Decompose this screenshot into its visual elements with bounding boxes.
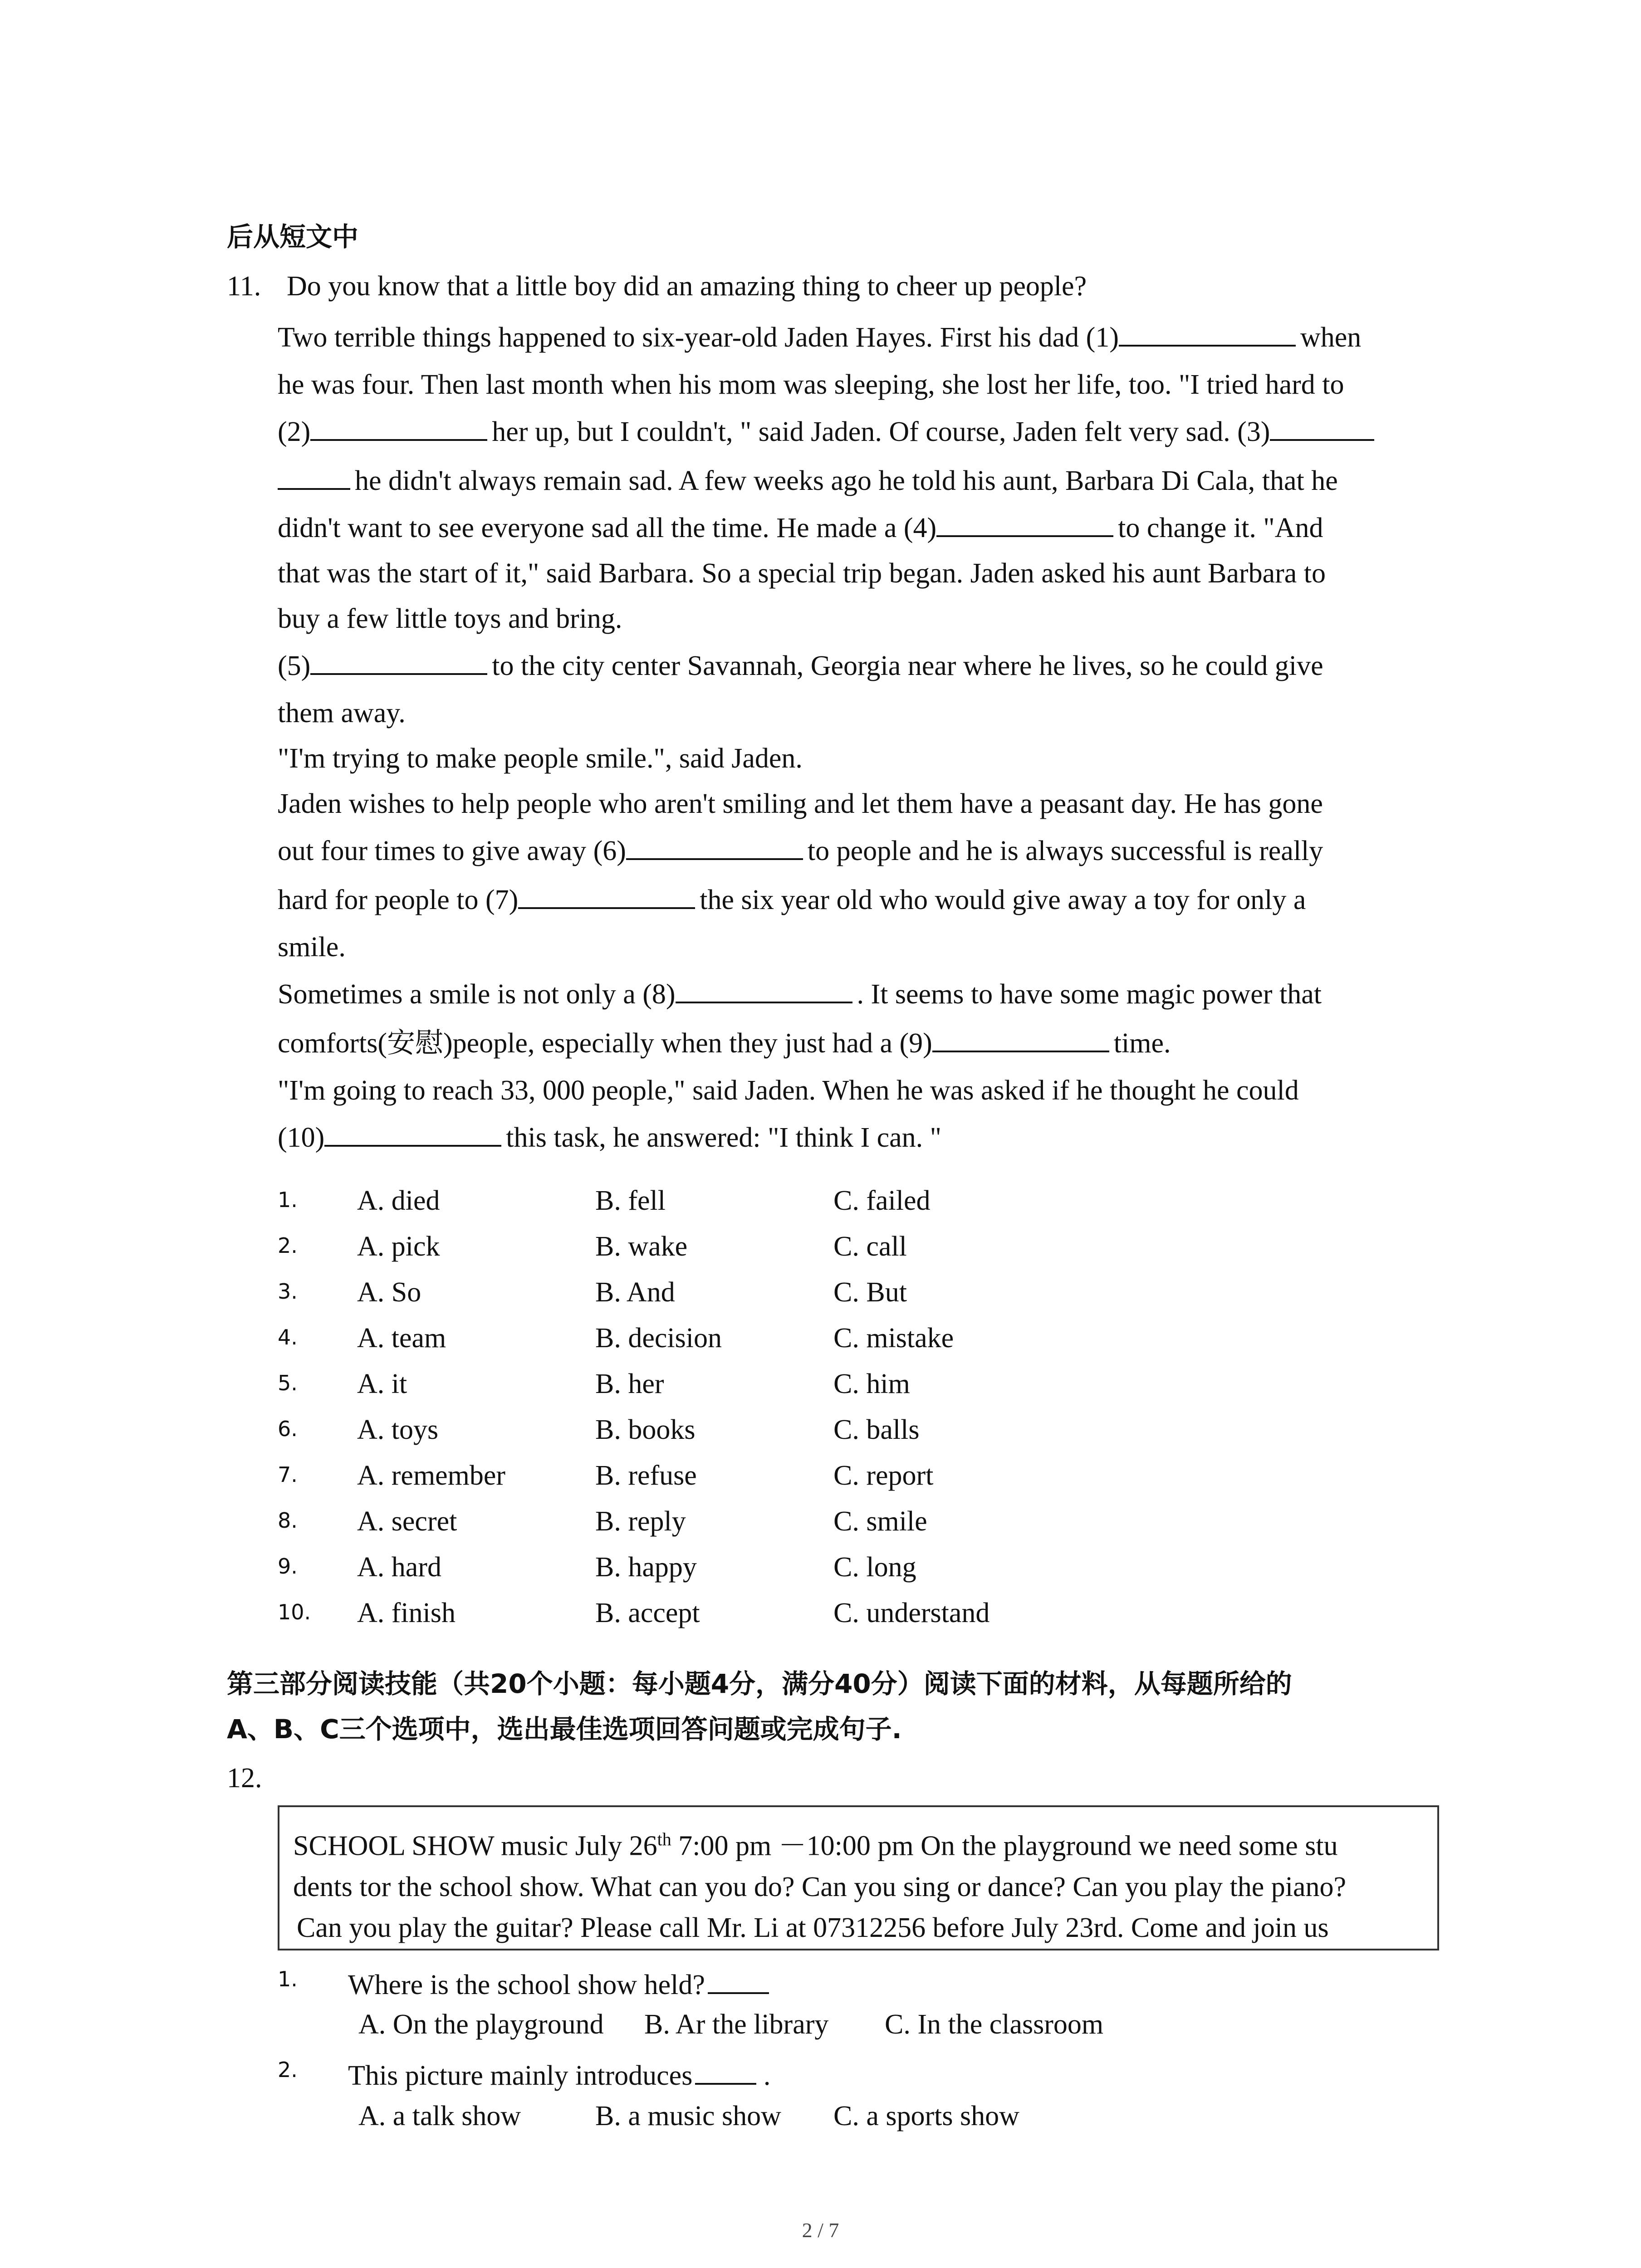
passage-line: smile. bbox=[278, 932, 346, 963]
notice-line-2: dents tor the school show. What can you do? Can you sing or dance? Can you play the piano? bbox=[293, 1871, 1347, 1902]
passage-line: that was the start of it," said Barbara. So a special trip began. Jaden asked his aunt Barbara to bbox=[278, 558, 1326, 589]
option-b[interactable]: B. a music show bbox=[595, 2101, 781, 2131]
section-3-instructions bbox=[227, 1661, 1452, 1752]
passage-line: (10) this task, he answered: "I think I can. " bbox=[278, 1113, 1457, 1162]
option-c[interactable]: C. understand bbox=[833, 1598, 990, 1628]
option-a[interactable]: A. So bbox=[357, 1277, 421, 1308]
option-c[interactable]: C. mistake bbox=[833, 1323, 954, 1354]
blank-4 bbox=[936, 507, 1113, 537]
option-b[interactable]: B. her bbox=[595, 1369, 664, 1399]
option-a[interactable]: A. died bbox=[357, 1185, 440, 1216]
option-c[interactable]: C. smile bbox=[833, 1506, 927, 1537]
option-c[interactable]: C. failed bbox=[833, 1185, 931, 1216]
passage-line: comforts(安慰)people, especially when they just had a (9) time. bbox=[278, 1019, 1457, 1068]
section-heading: 后从短文中 bbox=[227, 221, 359, 252]
option-a[interactable]: A. hard bbox=[357, 1552, 441, 1583]
option-b[interactable]: B. decision bbox=[595, 1323, 722, 1354]
passage-line: didn't want to see everyone sad all the time. He made a (4) to change it. "And bbox=[278, 505, 1457, 551]
option-a[interactable]: A. a talk show bbox=[358, 2101, 521, 2131]
option-c[interactable]: C. But bbox=[833, 1277, 907, 1308]
passage-line: he didn't always remain sad. A few weeks ago he told his aunt, Barbara Di Cala, that he bbox=[278, 456, 1457, 505]
option-b[interactable]: B. fell bbox=[595, 1185, 666, 1216]
blank-1 bbox=[1119, 317, 1296, 347]
passage-line: hard for people to (7) the six year old who would give away a toy for only a bbox=[278, 875, 1457, 924]
question-12-number: 12. bbox=[227, 1763, 262, 1794]
option-c[interactable]: C. him bbox=[833, 1369, 910, 1399]
exam-page: 后从短文中 11. Do you know that a little boy did an amazing thing to cheer up people? Two terrible things happened to six-year-old Jaden Hayes. First his dad (1) when he was four. Then last month when his mom was sleeping, she lost her life, too. "I tried hard to (2) her up, but I couldn't, " said Jaden. Of course, Jaden felt very sad. (3) he didn't always remain sad. A few weeks ago he told his aunt, Barbara Di Cala, that he didn't want to see everyone sad all the time. He made a (4) to change it. "And that was the start of it," said Barbara. So a special trip began. Jaden asked his aunt Barbara to buy a few little toys and bring. (5) to the city center Savannah, Georgia near where he lives, so he could give them away. "I'm trying to make people smile.", said Jaden. Jaden wishes to help people who aren't smiling and let them have a peasant day. He has gone out four times to give away (6) to people and he is always successful is really hard for people to (7) the six year old who would give away a toy for only a smile. Sometimes a smile is not only a (8) . It seems to have some magic power that comforts(安慰)people, especially when they just had a (9) time. "I'm going to reach 33, 000 people," said Jaden. When he was asked if he thought he could (10) this task, he answered: "I think I can. " 1. A. died B. fell C. failed 2. A. pick B. wake C. call 3. A. So B. And C. But 4. A. team B. decision C. mistake 5. A. it B. her C. him 6. A. toys B. books C. balls 7. A. remember B. refuse C. report 8. A. secret B. reply C. smile 9. A. hard B. happy C. long 10. A. finish B. accept C. understand 第三部分阅读技能（共20个小题：每小题4分，满分40分）阅读下面的材料，从每题所给的 A、B、C三个选项中，选出最佳选项回答问题或完成句子. 12. SCHOOL SHOW music July 26th 7:00 pm －10:00 pm On the playground we need some stu dents tor the school show. What can you do? Can you sing or dance? Can you play the piano? Can you play the guitar? Please call Mr. Li at 07312256 before July 23rd. Come and join us 1. Where is the school show held? A. On the playground B. Ar the library C. In the classroom 2. This picture mainly introduces . A. a talk show B. a music show C. a sports show 2 / 7 bbox=[0, 0, 1641, 2268]
section-3-line-2: A、B、C三个选项中，选出最佳选项回答问题或完成句子. bbox=[227, 1714, 902, 1745]
blank-2 bbox=[310, 411, 487, 441]
option-c[interactable]: C. a sports show bbox=[833, 2101, 1019, 2131]
question-11-stem: Do you know that a little boy did an amazing thing to cheer up people? bbox=[287, 271, 1087, 302]
passage-line: them away. bbox=[278, 698, 406, 728]
option-b[interactable]: B. refuse bbox=[595, 1460, 697, 1491]
school-show-notice bbox=[278, 1805, 1439, 1950]
passage-line: (2) her up, but I couldn't, " said Jaden. Of course, Jaden felt very sad. (3) bbox=[278, 407, 1457, 456]
page-number: 2 / 7 bbox=[802, 2219, 839, 2242]
passage-line: "I'm trying to make people smile.", said Jaden. bbox=[278, 743, 803, 774]
option-b[interactable]: B. Ar the library bbox=[644, 2009, 829, 2040]
blank-5 bbox=[310, 645, 487, 675]
option-a[interactable]: A. it bbox=[357, 1369, 407, 1399]
option-c[interactable]: C. long bbox=[833, 1552, 916, 1583]
answer-blank bbox=[695, 2055, 756, 2085]
blank-10 bbox=[324, 1117, 501, 1147]
option-a[interactable]: A. finish bbox=[357, 1598, 456, 1628]
option-b[interactable]: B. books bbox=[595, 1414, 696, 1445]
option-b[interactable]: B. wake bbox=[595, 1231, 688, 1262]
passage-line: he was four. Then last month when his mom was sleeping, she lost her life, too. "I tried hard to bbox=[278, 369, 1344, 400]
option-b[interactable]: B. reply bbox=[595, 1506, 686, 1537]
option-a[interactable]: A. team bbox=[357, 1323, 446, 1354]
option-b[interactable]: B. happy bbox=[595, 1552, 697, 1583]
option-c[interactable]: C. call bbox=[833, 1231, 907, 1262]
passage-line: Jaden wishes to help people who aren't smiling and let them have a peasant day. He has gone bbox=[278, 788, 1323, 819]
option-a[interactable]: A. pick bbox=[357, 1231, 440, 1262]
passage-line: buy a few little toys and bring. bbox=[278, 603, 622, 634]
blank-3 bbox=[1270, 411, 1374, 441]
blank-9 bbox=[932, 1022, 1109, 1052]
option-c[interactable]: C. In the classroom bbox=[885, 2009, 1104, 2040]
passage-line: Sometimes a smile is not only a (8) . It seems to have some magic power that bbox=[278, 970, 1457, 1019]
option-a[interactable]: A. remember bbox=[357, 1460, 506, 1491]
option-b[interactable]: B. accept bbox=[595, 1598, 700, 1628]
question-11-number: 11. bbox=[227, 271, 261, 302]
cloze-passage bbox=[278, 313, 1457, 1162]
answer-blank bbox=[708, 1964, 769, 1994]
notice-line-3: Can you play the guitar? Please call Mr. Li at 07312256 before July 23rd. Come and join us bbox=[297, 1912, 1329, 1943]
section-3-line-1: 第三部分阅读技能（共20个小题：每小题4分，满分40分）阅读下面的材料，从每题所给的 bbox=[227, 1668, 1292, 1699]
notice-line-1: SCHOOL SHOW music July 26th 7:00 pm －10:00 pm On the playground we need some stu bbox=[293, 1829, 1338, 1862]
passage-line: (5) to the city center Savannah, Georgia near where he lives, so he could give bbox=[278, 641, 1457, 690]
blank-7 bbox=[518, 879, 695, 909]
passage-line: "I'm going to reach 33, 000 people," said Jaden. When he was asked if he thought he could bbox=[278, 1075, 1299, 1106]
blank-8 bbox=[676, 973, 852, 1003]
option-a[interactable]: A. secret bbox=[357, 1506, 457, 1537]
option-b[interactable]: B. And bbox=[595, 1277, 675, 1308]
blank-6 bbox=[626, 830, 803, 860]
passage-line: Two terrible things happened to six-year-old Jaden Hayes. First his dad (1) when bbox=[278, 313, 1457, 362]
option-a[interactable]: A. toys bbox=[357, 1414, 439, 1445]
option-c[interactable]: C. balls bbox=[833, 1414, 920, 1445]
option-a[interactable]: A. On the playground bbox=[358, 2009, 604, 2040]
passage-line: out four times to give away (6) to people and he is always successful is really bbox=[278, 826, 1457, 875]
option-c[interactable]: C. report bbox=[833, 1460, 934, 1491]
blank-3-cont bbox=[278, 460, 350, 490]
